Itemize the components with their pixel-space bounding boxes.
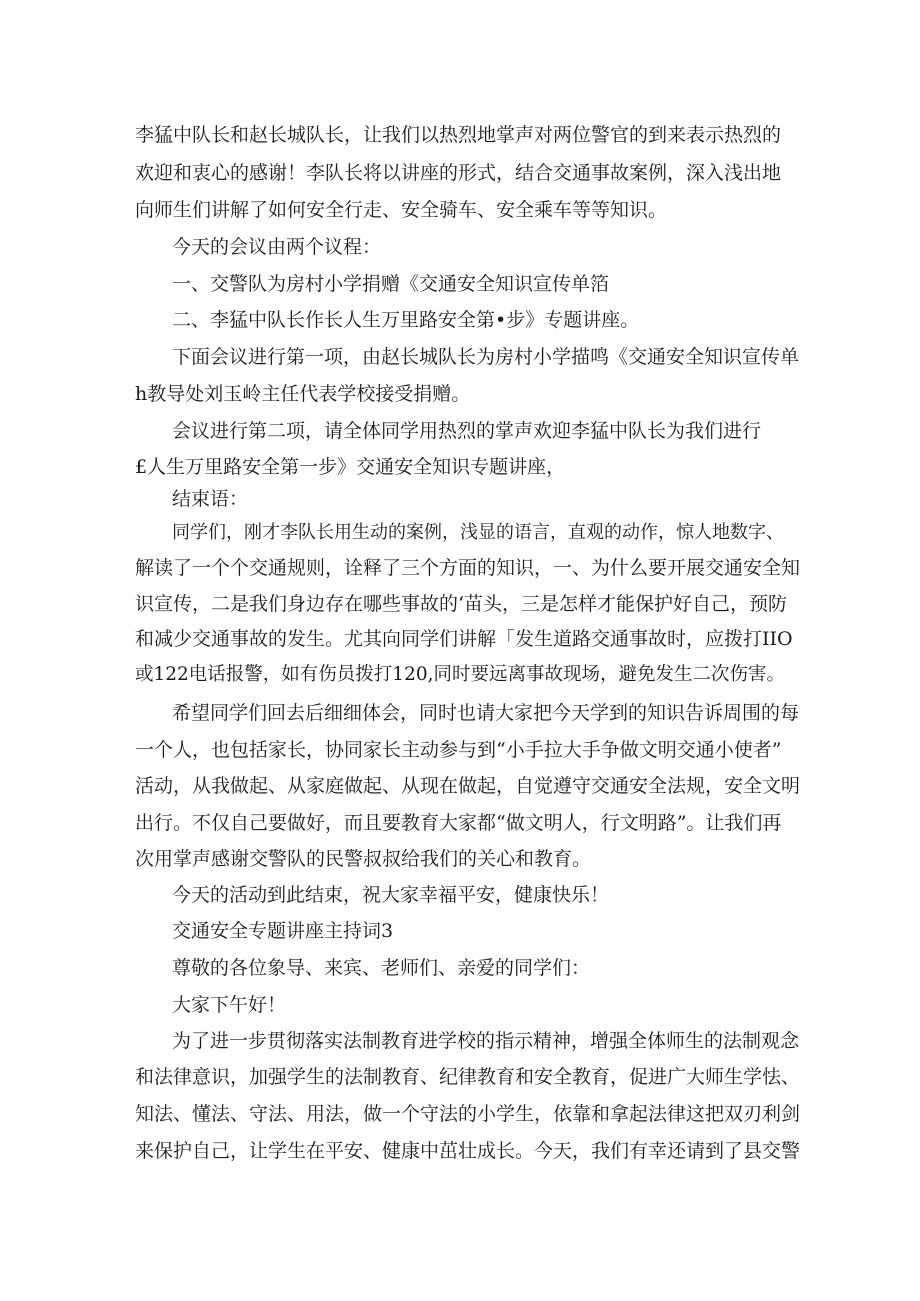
text-line: 一个人，也包括家长，协同家长主动参与到“小手拉大手争做文明交通小使者” <box>135 739 782 761</box>
text-line: 一、交警队为房村小学捐赠《交通安全知识宣传单箔 <box>172 273 610 295</box>
section-heading: 交通安全专题讲座主持词3 <box>172 920 394 942</box>
text-line: 活动，从我做起、从家庭做起、从现在做起，自觉遵守交通安全法规，安全文明 <box>135 775 801 797</box>
text-line: 知法、懂法、守法、用法，做一个守法的小学生，依靠和拿起法律这把双刃利剑 <box>135 1103 801 1125</box>
text-line: £人生万里路安全第一步》交通安全知识专题讲座， <box>135 456 566 478</box>
text-line: 识宣传，二是我们身边存在哪些事故的‘苗头，三是怎样才能保护好自己，预防 <box>135 593 788 615</box>
text-line: 出行。不仅自己要做好，而且要教育大家都“做文明人，行文明路”。让我们再 <box>135 812 782 834</box>
text-line: 同学们，刚才李队长用生动的案例，浅显的语言，直观的动作，惊人地数字、 <box>172 522 784 543</box>
text-line: 和法律意识，加强学生的法制教育、纪律教育和安全教育，促进广大师生学怯、 <box>135 1066 801 1088</box>
text-line: 尊敬的各位象导、来宾、老师们、亲爱的同学们： <box>172 957 591 979</box>
text-line: 希望同学们回去后细细体会，同时也请大家把今天学到的知识告诉周围的每 <box>172 702 800 724</box>
text-line: 二、李猛中队长作长人生万里路安全第•步》专题讲座。 <box>172 309 640 331</box>
text-line: 今天的会议由两个议程： <box>172 236 382 258</box>
text-line: 结束语： <box>172 488 249 510</box>
text-line: 大家下午好！ <box>172 994 287 1016</box>
text-line: 和减少交通事故的发生。尤其向同学们讲解「发生道路交通事故时，应拨打IIO <box>135 628 793 650</box>
text-line: 下面会议进行第一项，由赵长城队长为房村小学描鸣《交通安全知识宣传单 <box>172 346 800 368</box>
text-line: 会议进行第二项，请全体同学用热烈的掌声欢迎李猛中队长为我们进行 <box>172 420 762 442</box>
text-line: 为了进一步贯彻落实法制教育进学校的指示精神，增强全体师生的法制观念 <box>172 1030 800 1052</box>
text-line: 或122电话报警，如有伤员拨打120,同时要远离事故现场，避免发生二次伤害。 <box>135 664 786 685</box>
text-line: 今天的活动到此结束，祝大家幸福平安，健康快乐！ <box>172 884 610 906</box>
text-line: 次用掌声感谢交警队的民警叔叔给我们的关心和教育。 <box>135 848 592 870</box>
text-line: h教导处刘玉岭主任代表学校接受捐赠。 <box>135 383 471 405</box>
text-line: 来保护自己，让学生在平安、健康中茁壮成长。今天，我们有幸还请到了县交警 <box>135 1140 801 1162</box>
text-line: 李猛中队长和赵长城队长，让我们以热烈地掌声对两位警官的到来表示热烈的 <box>135 124 782 146</box>
text-line: 向师生们讲解了如何安全行走、安全骑车、安全乘车等等知识。 <box>135 199 668 221</box>
text-line: 解读了一个个交通规则，诠释了三个方面的知识，一、为什么要开展交通安全知 <box>135 557 801 579</box>
text-line: 欢迎和衷心的感谢！李队长将以讲座的形式，结合交通事故案例，深入浅出地 <box>135 162 782 184</box>
